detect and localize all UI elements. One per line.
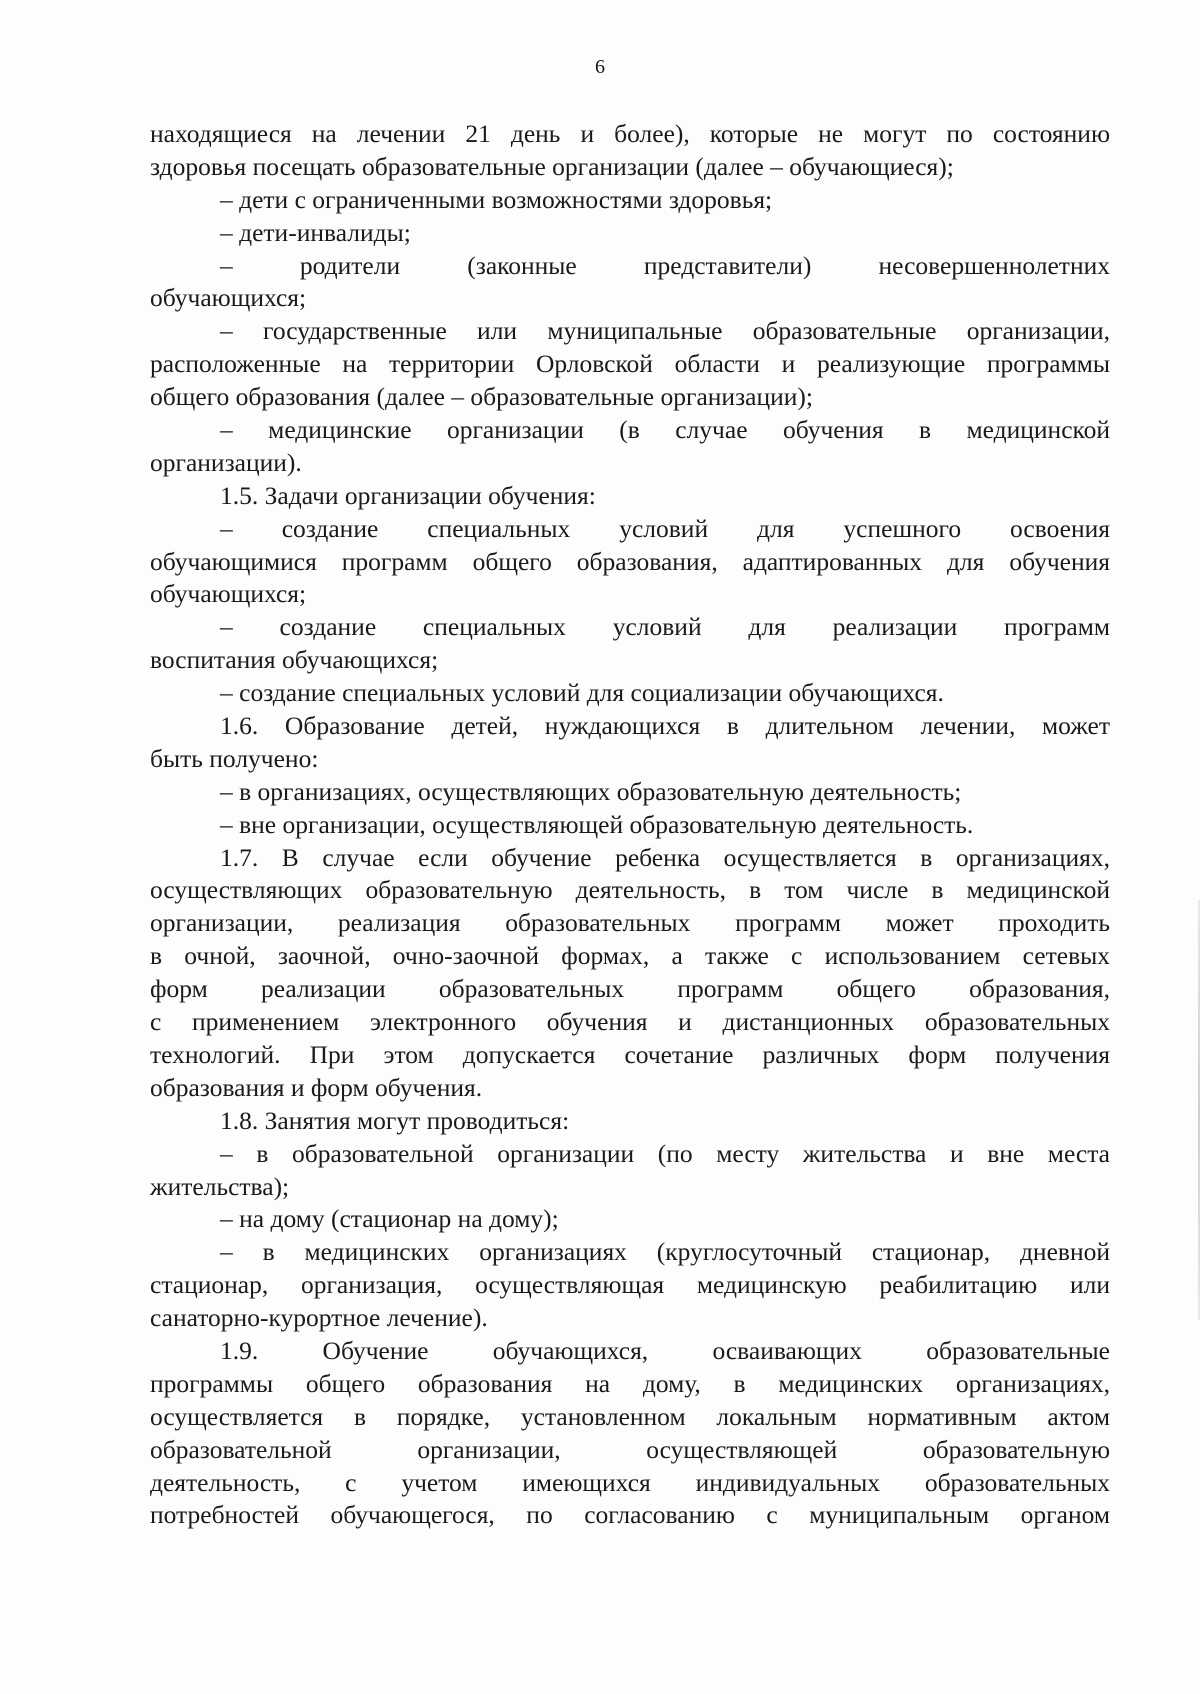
- text-line: 1.6. Образование детей, нуждающихся в длительном лечении, может: [220, 711, 1110, 741]
- text-line: 1.7. В случае если обучение ребенка осуществляется в организациях,: [220, 842, 1110, 872]
- text-line: – в образовательной организации (по месту жительства и вне места: [220, 1138, 1110, 1168]
- text-line: жительства);: [150, 1171, 290, 1201]
- text-line: здоровья посещать образовательные организации (далее – обучающиеся);: [150, 151, 954, 181]
- text-line: – медицинские организации (в случае обучения в медицинской: [220, 415, 1110, 445]
- text-line: санаторно-курортное лечение).: [150, 1303, 488, 1333]
- text-line: 1.9. Обучение обучающихся, осваивающих образовательные: [220, 1335, 1110, 1365]
- text-line: общего образования (далее – образовательные организации);: [150, 382, 813, 412]
- text-line: – создание специальных условий для реализации программ: [220, 612, 1110, 642]
- text-line: – вне организации, осуществляющей образовательную деятельность.: [220, 809, 974, 839]
- text-line: – создание специальных условий для социализации обучающихся.: [220, 678, 944, 708]
- text-line: 1.5. Задачи организации обучения:: [220, 480, 596, 510]
- text-line: находящиеся на лечении 21 день и более), которые не могут по состоянию: [150, 119, 1110, 148]
- text-line: осуществляется в порядке, установленном локальным нормативным актом: [150, 1401, 1110, 1431]
- text-line: – создание специальных условий для успешного освоения: [220, 513, 1110, 543]
- text-line: обучающихся;: [150, 579, 307, 609]
- text-line: 1.8. Занятия могут проводиться:: [220, 1105, 570, 1135]
- text-line: с применением электронного обучения и дистанционных образовательных: [150, 1007, 1110, 1037]
- text-line: – в организациях, осуществляющих образовательную деятельность;: [220, 776, 962, 806]
- text-line: технологий. При этом допускается сочетание различных форм получения: [150, 1039, 1110, 1069]
- text-line: расположенные на территории Орловской области и реализующие программы: [150, 349, 1110, 379]
- text-line: быть получено:: [150, 743, 319, 773]
- text-line: – дети-инвалиды;: [220, 217, 411, 247]
- text-line: в очной, заочной, очно-заочной формах, а также с использованием сетевых: [150, 941, 1110, 971]
- text-line: – в медицинских организациях (круглосуточный стационар, дневной: [220, 1237, 1110, 1267]
- text-line: деятельность, с учетом имеющихся индивидуальных образовательных: [150, 1467, 1110, 1497]
- page-number: 6: [595, 56, 605, 78]
- text-line: – родители (законные представители) несовершеннолетних: [220, 250, 1110, 280]
- document-body: [150, 118, 1110, 1532]
- text-line: воспитания обучающихся;: [150, 645, 439, 675]
- text-line: организации, реализация образовательных программ может проходить: [150, 908, 1110, 938]
- text-line: организации).: [150, 447, 302, 477]
- text-line: – дети с ограниченными возможностями здоровья;: [220, 184, 773, 214]
- text-line: осуществляющих образовательную деятельность, в том числе в медицинской: [150, 875, 1110, 905]
- text-line: форм реализации образовательных программ общего образования,: [150, 974, 1110, 1004]
- text-line: – государственные или муниципальные образовательные организации,: [220, 316, 1110, 346]
- text-line: стационар, организация, осуществляющая медицинскую реабилитацию или: [150, 1270, 1110, 1300]
- text-line: – на дому (стационар на дому);: [220, 1204, 559, 1234]
- text-line: обучающихся;: [150, 283, 307, 313]
- text-line: образования и форм обучения.: [150, 1072, 483, 1102]
- text-line: обучающимися программ общего образования, адаптированных для обучения: [150, 546, 1110, 576]
- text-line: потребностей обучающегося, по согласованию с муниципальным органом: [150, 1500, 1110, 1530]
- text-line: образовательной организации, осуществляющей образовательную: [150, 1434, 1110, 1464]
- text-line: программы общего образования на дому, в медицинских организациях,: [150, 1368, 1110, 1398]
